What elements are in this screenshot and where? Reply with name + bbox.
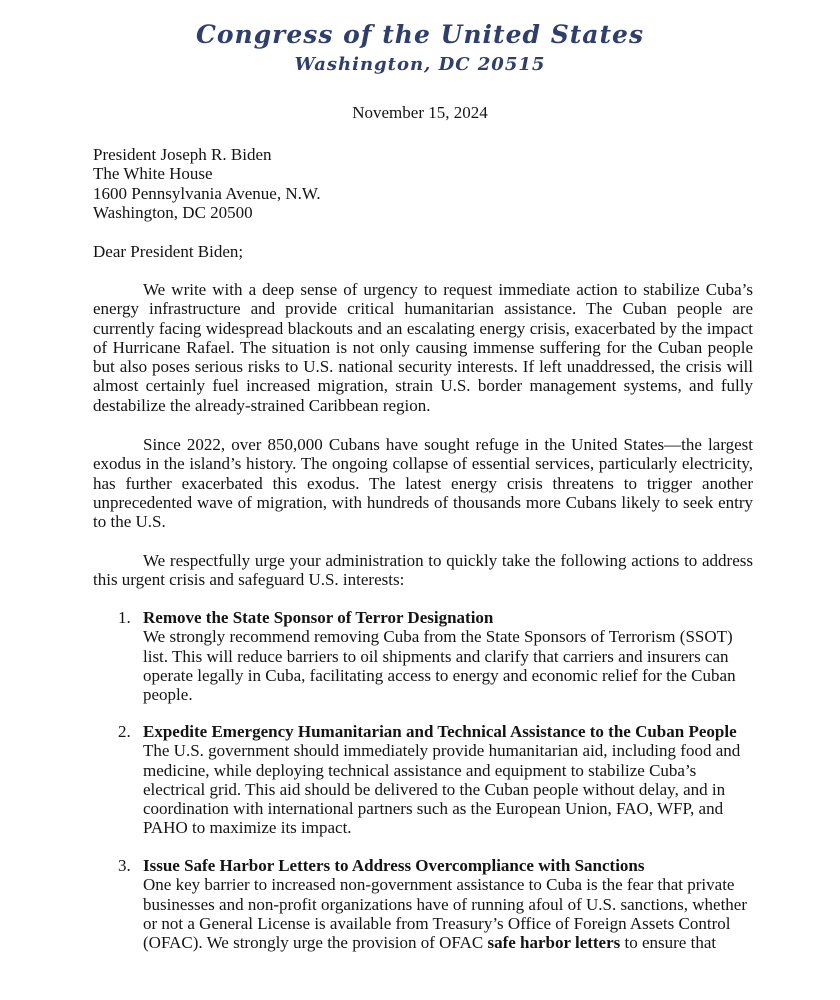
action-item-number: 2. [118,722,131,741]
action-item-text-start: One key barrier to increased non-government assistance to Cuba is the fear that private businesses and non-profit organizations have of running afoul of U.S. sanctions, whether or not a General License is available from Treasury’s Office of Foreign Assets Control (OFAC). We strongly urge the provision of OFAC [143,875,748,953]
action-item-text-end: to ensure that [624,933,717,953]
recipient-city: Washington, DC 20500 [93,202,253,222]
paragraph-1 [93,280,753,415]
action-item-heading: Expedite Emergency Humanitarian and Technical Assistance to the Cuban People [143,722,737,741]
safe-harbor-emphasis: safe harbor letters [487,933,621,953]
action-item-heading: Issue Safe Harbor Letters to Address Overcompliance with Sanctions [143,856,645,875]
action-item-text: We strongly recommend removing Cuba from the State Sponsors of Terrorism (SSOT) list. This will reduce barriers to oil shipments and clarify that carriers and insurers can operate legally in Cuba, facilitating access to energy and economic relief for the Cuban people. [143,627,736,705]
letterhead-title: Congress of the United States [195,20,645,49]
action-item-text: The U.S. government should immediately provide humanitarian aid, including food and medicine, while deploying technical assistance and equipment to stabilize Cuba’s electrical grid. This aid should be delivered to the Cuban people without delay, and in coordination with international partners such as the European Union, FAO, WFP, and PAHO to maximize its impact. [143,741,741,838]
action-item-heading: Remove the State Sponsor of Terror Designation [143,608,494,627]
letterhead-subtitle: Washington, DC 20515 [294,54,546,75]
action-item-2 [118,722,758,838]
action-item-text [143,875,758,952]
paragraph-3-text: We respectfully urge your administration to quickly take the following actions to address this urgent crisis and safeguard U.S. interests: [93,551,753,590]
paragraph-2-text: Since 2022, over 850,000 Cubans have sought refuge in the United States—the largest exodus in the island’s history. The ongoing collapse of essential services, particularly electricity, has further exacerbated this exodus. The latest energy crisis threatens to trigger another unprecedented wave of migration, with hundreds of thousands more Cubans likely to seek entry to the U.S. [93,435,753,532]
action-item-3 [118,856,758,952]
action-item-number: 3. [118,856,131,875]
salutation: Dear President Biden; [93,242,244,261]
letter-date: November 15, 2024 [352,103,488,122]
action-item-number: 1. [118,608,131,627]
paragraph-2 [93,435,753,531]
recipient-street: 1600 Pennsylvania Avenue, N.W. [93,183,321,203]
paragraph-1-text: We write with a deep sense of urgency to request immediate action to stabilize Cuba’s energy infrastructure and provide critical humanitarian assistance. The Cuban people are currently facing widespread blackouts and an escalating energy crisis, exacerbated by the impact of Hurricane Rafael. The situation is not only causing immense suffering for the Cuban people but also poses serious risks to U.S. national security interests. If left unaddressed, the crisis will almost certainly fuel increased migration, strain U.S. border management systems, and fully destabilize the already-strained Caribbean region. [93,280,753,415]
paragraph-3 [93,551,753,590]
action-item-1 [118,608,758,704]
recipient-address [93,145,753,222]
recipient-name: President Joseph R. Biden [93,145,272,164]
recipient-office: The White House [93,164,213,184]
